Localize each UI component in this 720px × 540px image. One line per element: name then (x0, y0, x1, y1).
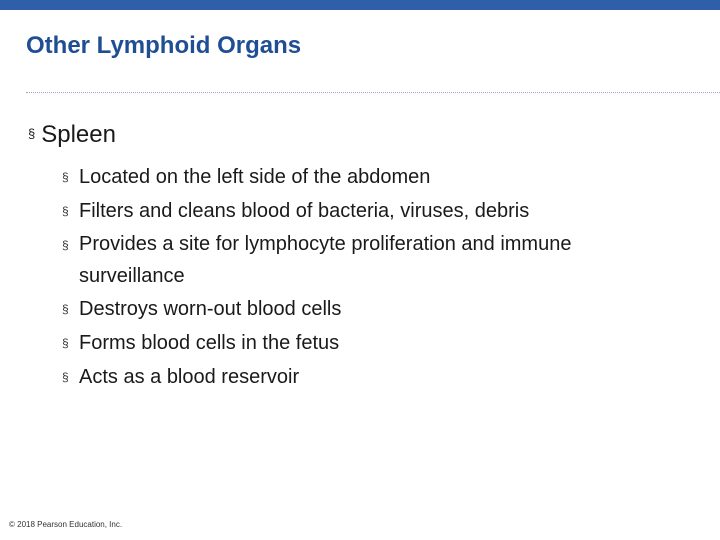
sub-bullet-text: Destroys worn-out blood cells (79, 298, 342, 320)
sub-bullet-filters (62, 194, 702, 228)
bullet-marker: § (62, 170, 69, 184)
sub-bullet-fetus (62, 326, 702, 360)
bullet-marker: § (62, 302, 69, 316)
slide-title: Other Lymphoid Organs (26, 32, 302, 59)
bullet-marker: § (62, 370, 69, 384)
sub-bullet-text: Provides a site for lymphocyte proliferation and immune surveillance (79, 233, 572, 287)
bullet-spleen-text: Spleen (41, 121, 116, 148)
sub-bullet-text: Acts as a blood reservoir (79, 366, 300, 388)
bullet-marker: § (62, 238, 69, 252)
sub-bullet-text: Forms blood cells in the fetus (79, 332, 340, 354)
sub-bullet-reservoir (62, 360, 702, 394)
title-divider (26, 92, 720, 93)
sub-bullet-proliferation (62, 228, 599, 292)
sub-bullet-text: Filters and cleans blood of bacteria, viruses, debris (79, 200, 530, 222)
bullet-marker: § (62, 204, 69, 218)
bullet-spleen (28, 121, 116, 149)
bullet-marker: § (28, 126, 36, 141)
sub-bullet-text: Located on the left side of the abdomen (79, 166, 431, 188)
sub-bullet-destroys (62, 292, 702, 326)
copyright-notice: © 2018 Pearson Education, Inc. (9, 520, 123, 529)
spleen-sub-bullets (62, 160, 702, 394)
sub-bullet-location (62, 160, 702, 194)
top-accent-bar (0, 0, 720, 10)
bullet-marker: § (62, 336, 69, 350)
